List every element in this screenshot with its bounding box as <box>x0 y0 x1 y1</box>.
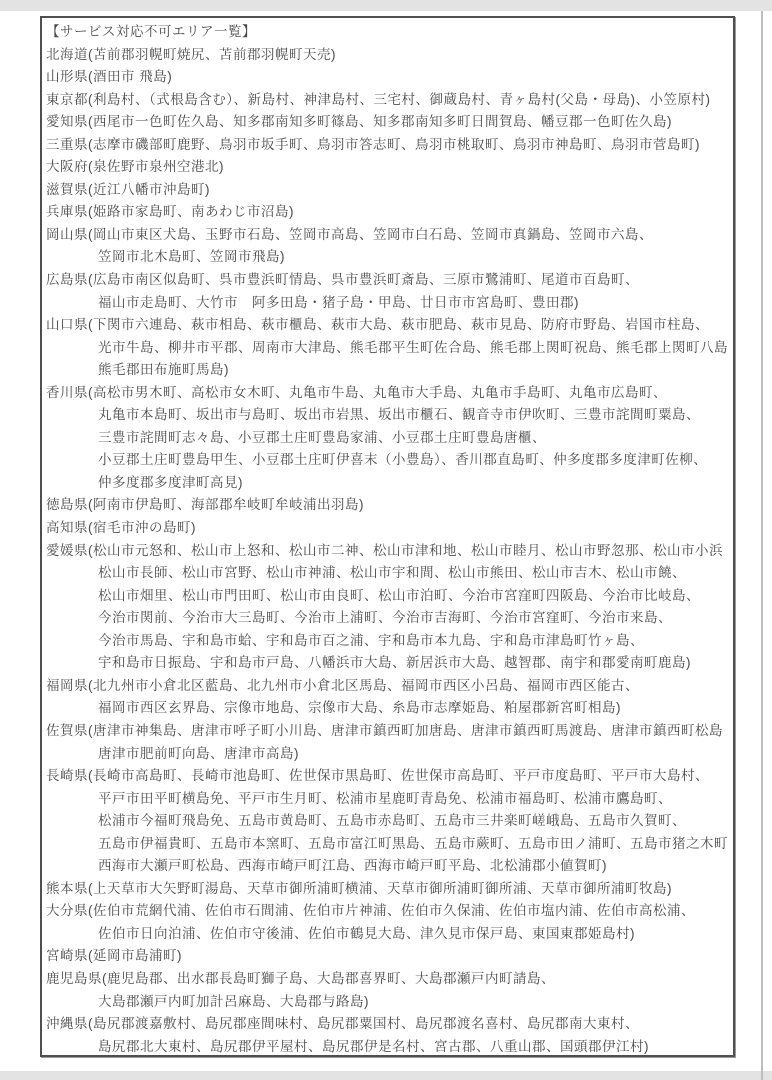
area-line: 大分県(佐伯市荒網代浦、佐伯市石間浦、佐伯市片神浦、佐伯市久保浦、佐伯市塩内浦、佐伯市高松浦、 <box>46 903 695 919</box>
area-line: 山口県(下関市六連島、萩市相島、萩市櫃島、萩市大島、萩市肥島、萩市見島、防府市野島、岩国市柱島、 <box>46 317 709 333</box>
area-line: 宮崎県(延岡市島浦町) <box>46 948 182 964</box>
area-line: 福岡県(北九州市小倉北区藍島、北九州市小倉北区馬島、福岡市西区小呂島、福岡市西区能古、 <box>46 677 639 693</box>
area-line: 三豊市詫間町志々島、小豆郡土庄町豊島家浦、小豆郡土庄町豊島唐櫃、 <box>98 429 546 445</box>
list-title: 【サービス対応不可エリア一覧】 <box>46 24 256 39</box>
area-line: 広島県(広島市南区似島町、呉市豊浜町情島、呉市豊浜町斎島、三原市鷺浦町、尾道市百島町、 <box>46 272 639 288</box>
area-line: 熊毛郡田布施町馬島) <box>98 362 229 378</box>
area-line: 西海市大瀬戸町松島、西海市崎戸町江島、西海市崎戸町平島、北松浦郡小値賀町) <box>98 858 607 874</box>
area-line: 丸亀市本島町、坂出市与島町、坂出市岩黒、坂出市櫃石、観音寺市伊吹町、三豊市詫間町粟島、 <box>98 407 700 423</box>
area-line: 徳島県(阿南市伊島町、海部郡牟岐町牟岐浦出羽島) <box>46 497 364 513</box>
page-edge-top <box>0 0 772 11</box>
area-line: 熊本県(上天草市大矢野町湯島、天草市御所浦町横浦、天草市御所浦町御所浦、天草市御所浦町牧島) <box>46 880 672 896</box>
area-line: 沖縄県(島尻郡渡嘉敷村、島尻郡座間味村、島尻郡粟国村、島尻郡渡名喜村、島尻郡南大東村、 <box>46 1016 639 1032</box>
area-line: 東京都(利島村、（式根島含む）、新島村、神津島村、三宅村、御蔵島村、青ヶ島村(父島・母島)、小笠原村) <box>46 91 711 107</box>
area-line: 松浦市今福町飛島免、五島市黄島町、五島市赤島町、五島市三井楽町嵯峨島、五島市久賀町、 <box>98 813 686 829</box>
area-line: 三重県(志摩市磯部町鹿野、鳥羽市坂手町、鳥羽市答志町、鳥羽市桃取町、鳥羽市神島町、鳥羽市菅島町) <box>46 136 700 152</box>
area-line: 兵庫県(姫路市家島町、南あわじ市沼島) <box>46 204 294 220</box>
area-line: 笠岡市北木島町、笠岡市飛島) <box>98 249 285 265</box>
area-line: 高知県(宿毛市沖の島町) <box>46 520 196 536</box>
area-line: 平戸市田平町横島免、平戸市生月町、松浦市星鹿町青島免、松浦市福島町、松浦市鷹島町、 <box>98 790 672 806</box>
area-line: 鹿児島県(鹿児島郡、出水郡長島町獅子島、大島郡喜界町、大島郡瀬戸内町請島、 <box>46 970 555 986</box>
area-line: 香川県(高松市男木町、高松市女木町、丸亀市牛島、丸亀市大手島、丸亀市手島町、丸亀市広島町、 <box>46 384 667 400</box>
area-line: 佐伯市日向泊浦、佐伯市守後浦、佐伯市鶴見大島、津久見市保戸島、東国東郡姫島村) <box>98 925 635 941</box>
area-line: 宇和島市日振島、宇和島市戸島、八幡浜市大島、新居浜市大島、越智郡、南宇和郡愛南町鹿島) <box>98 655 691 671</box>
area-line: 今治市関前、今治市大三島町、今治市上浦町、今治市吉海町、今治市宮窪町、今治市来島、 <box>98 610 672 626</box>
area-line: 愛媛県(松山市元怒和、松山市上怒和、松山市二神、松山市津和地、松山市睦月、松山市野忽那、松山市小浜 <box>46 542 723 558</box>
area-line: 北海道(苫前郡羽幌町焼尻、苫前郡羽幌町天売) <box>46 46 336 62</box>
area-line: 仲多度郡多度津町高見) <box>98 474 243 490</box>
area-line: 長崎県(長崎市高島町、長崎市池島町、佐世保市黒島町、佐世保市高島町、平戸市度島町、平戸市大島村、 <box>46 768 709 784</box>
area-line: 島尻郡北大東村、島尻郡伊平屋村、島尻郡伊是名村、宮古郡、八重山郡、国頭郡伊江村) <box>98 1038 649 1054</box>
area-line: 五島市伊福貴町、五島市本窯町、五島市富江町黒島、五島市蕨町、五島市田ノ浦町、五島市猪之木町 <box>98 835 728 851</box>
area-line: 松山市畑里、松山市門田町、松山市由良町、松山市泊町、今治市宮窪町四阪島、今治市比岐島、 <box>98 587 700 603</box>
area-line: 愛知県(西尾市一色町佐久島、知多郡南知多町篠島、知多郡南知多町日間賀島、幡豆郡一色町佐久島) <box>46 114 672 130</box>
page-edge-right-line <box>761 11 763 1080</box>
area-line: 光市牛島、柳井市平郡、周南市大津島、熊毛郡平生町佐合島、熊毛郡上関町祝島、熊毛郡上関町八島 <box>98 339 728 355</box>
area-line: 大阪府(泉佐野市泉州空港北) <box>46 159 224 175</box>
area-line: 松山市長師、松山市宮野、松山市神浦、松山市宇和間、松山市熊田、松山市吉木、松山市饒、 <box>98 565 686 581</box>
area-line: 福山市走島町、大竹市 阿多田島・猪子島・甲島、廿日市市宮島町、豊田郡) <box>98 294 579 310</box>
area-line: 山形県(酒田市 飛島) <box>46 69 173 85</box>
area-line: 唐津市肥前町向島、唐津市高島) <box>98 745 299 761</box>
area-line: 小豆郡土庄町豊島甲生、小豆郡土庄町伊喜末（小豊島）、香川郡直島町、仲多度郡多度津町佐柳、 <box>98 452 708 468</box>
area-line: 福岡市西区玄界島、宗像市地島、宗像市大島、糸島市志摩姫島、粕屋郡新宮町相島) <box>98 700 621 716</box>
service-unavailable-area-box <box>40 16 735 1057</box>
area-line: 今治市馬島、宇和島市蛤、宇和島市百之浦、宇和島市本九島、宇和島市津島町竹ヶ島、 <box>98 632 644 648</box>
area-line: 滋賀県(近江八幡市沖島町) <box>46 181 210 197</box>
area-line: 大島郡瀬戸内町加計呂麻島、大島郡与路島) <box>98 993 369 1009</box>
area-line: 佐賀県(唐津市神集島、唐津市呼子町小川島、唐津市鎮西町加唐島、唐津市鎮西町馬渡島、唐津市鎮西町松島 <box>46 722 723 738</box>
area-list <box>46 44 729 1057</box>
page-edge-bottom <box>0 1071 772 1080</box>
area-line: 岡山県(岡山市東区犬島、玉野市石島、笠岡市高島、笠岡市白石島、笠岡市真鍋島、笠岡市六島、 <box>46 226 653 242</box>
